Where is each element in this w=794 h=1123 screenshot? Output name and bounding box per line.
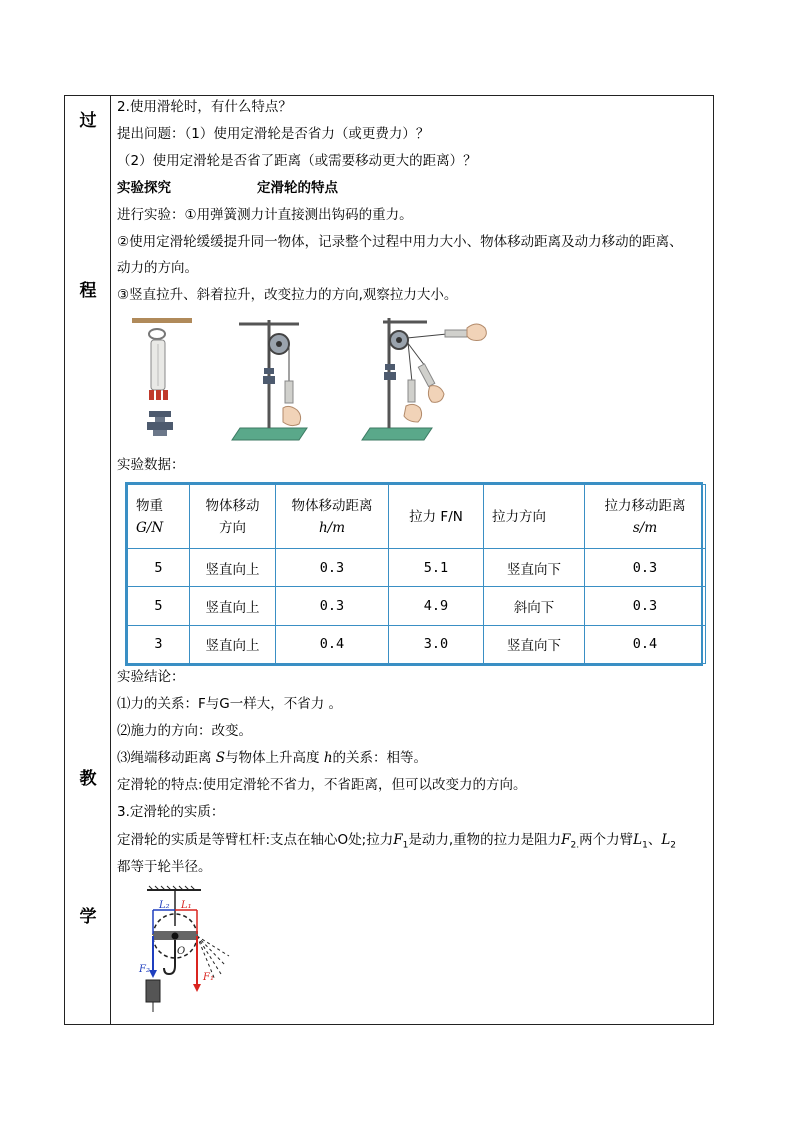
cell-pull-force: 4.9: [389, 587, 484, 625]
experiment-illustrations: [127, 316, 527, 451]
cell-weight: 3: [128, 625, 190, 663]
experiment-data-table: [125, 482, 703, 666]
cell-weight: 5: [128, 587, 190, 625]
step-3: ③竖直拉升、斜着拉升，改变拉力的方向,观察拉力大小。: [117, 287, 458, 303]
table-header-row: [128, 485, 706, 549]
side-label-xue: 学: [79, 907, 97, 927]
essence-line-2: 都等于轮半径。: [117, 859, 212, 875]
header-object-distance: 物体移动距离 h/m: [276, 485, 389, 549]
table-row: [128, 587, 706, 625]
conclusion-3: ⑶绳端移动距离 S与物体上升高度 h的关系：相等。: [117, 750, 428, 766]
step-2b: 动力的方向。: [117, 260, 198, 276]
conclusion-2: ⑵施力的方向：改变。: [117, 723, 252, 739]
cell-object-distance: 0.4: [276, 625, 389, 663]
pulley-stand-vertical: [232, 320, 307, 440]
cell-pull-distance: 0.3: [585, 549, 706, 587]
label-L1: L₁: [181, 900, 192, 911]
spring-scale-figure: [132, 318, 192, 436]
pulley-lever-diagram: [129, 884, 239, 1019]
header-pull-direction: 拉力方向: [484, 485, 585, 549]
cell-weight: 5: [128, 549, 190, 587]
label-F2: F₂: [139, 964, 150, 975]
step-1: 进行实验：①用弹簧测力计直接测出钩码的重力。: [117, 207, 413, 223]
conclusion-label: 实验结论：: [117, 669, 185, 685]
side-label-guo: 过: [79, 111, 97, 131]
essence-title: 3.定滑轮的实质：: [117, 804, 225, 820]
cell-pull-distance: 0.3: [585, 587, 706, 625]
experiment-title: 实验探究: [117, 180, 171, 196]
cell-object-direction: 竖直向上: [190, 625, 276, 663]
cell-pull-direction: 斜向下: [484, 587, 585, 625]
cell-pull-force: 3.0: [389, 625, 484, 663]
cell-pull-direction: 竖直向下: [484, 549, 585, 587]
header-object-direction: 物体移动 方向: [190, 485, 276, 549]
cell-pull-force: 5.1: [389, 549, 484, 587]
step-2a: ②使用定滑轮缓缓提升同一物体，记录整个过程中用力大小、物体移动距离及动力移动的距离、: [117, 234, 683, 250]
table-row: [128, 625, 706, 663]
lesson-frame: [64, 95, 714, 1025]
header-pull-distance: 拉力移动距离 s/m: [585, 485, 706, 549]
table-row: [128, 549, 706, 587]
ask-line-1: 提出问题：（1）使用定滑轮是否省力（或更费力）？: [117, 126, 430, 142]
cell-object-distance: 0.3: [276, 587, 389, 625]
cell-pull-distance: 0.4: [585, 625, 706, 663]
cell-object-direction: 竖直向上: [190, 587, 276, 625]
experiment-subtitle: 定滑轮的特点: [257, 180, 338, 196]
side-column: [65, 96, 111, 1024]
conclusion-1: ⑴力的关系：F与G一样大，不省力 。: [117, 696, 343, 712]
pulley-stand-angled: [362, 318, 486, 440]
header-pull-force: 拉力 F/N: [389, 485, 484, 549]
cell-object-distance: 0.3: [276, 549, 389, 587]
pulley-feature: 定滑轮的特点:使用定滑轮不省力，不省距离，但可以改变力的方向。: [117, 777, 527, 793]
label-L2: L₂: [159, 900, 170, 911]
essence-line-1: 定滑轮的实质是等臂杠杆:支点在轴心O处;拉力$F_1$是动力,重物的拉力是阻力$F_{2.}$两个力臂$L_1$、$L_2$: [117, 832, 677, 851]
side-label-cheng: 程: [79, 281, 97, 301]
side-label-jiao: 教: [79, 769, 97, 789]
header-weight: 物重 G/N: [128, 485, 190, 549]
ask-line-2: （2）使用定滑轮是否省了距离（或需要移动更大的距离）？: [117, 153, 477, 169]
data-label: 实验数据：: [117, 457, 185, 473]
cell-object-direction: 竖直向上: [190, 549, 276, 587]
cell-pull-direction: 竖直向下: [484, 625, 585, 663]
label-O: O: [177, 946, 186, 957]
label-F1: F₁: [203, 972, 214, 983]
question-2: 2.使用滑轮时，有什么特点？: [117, 99, 292, 115]
